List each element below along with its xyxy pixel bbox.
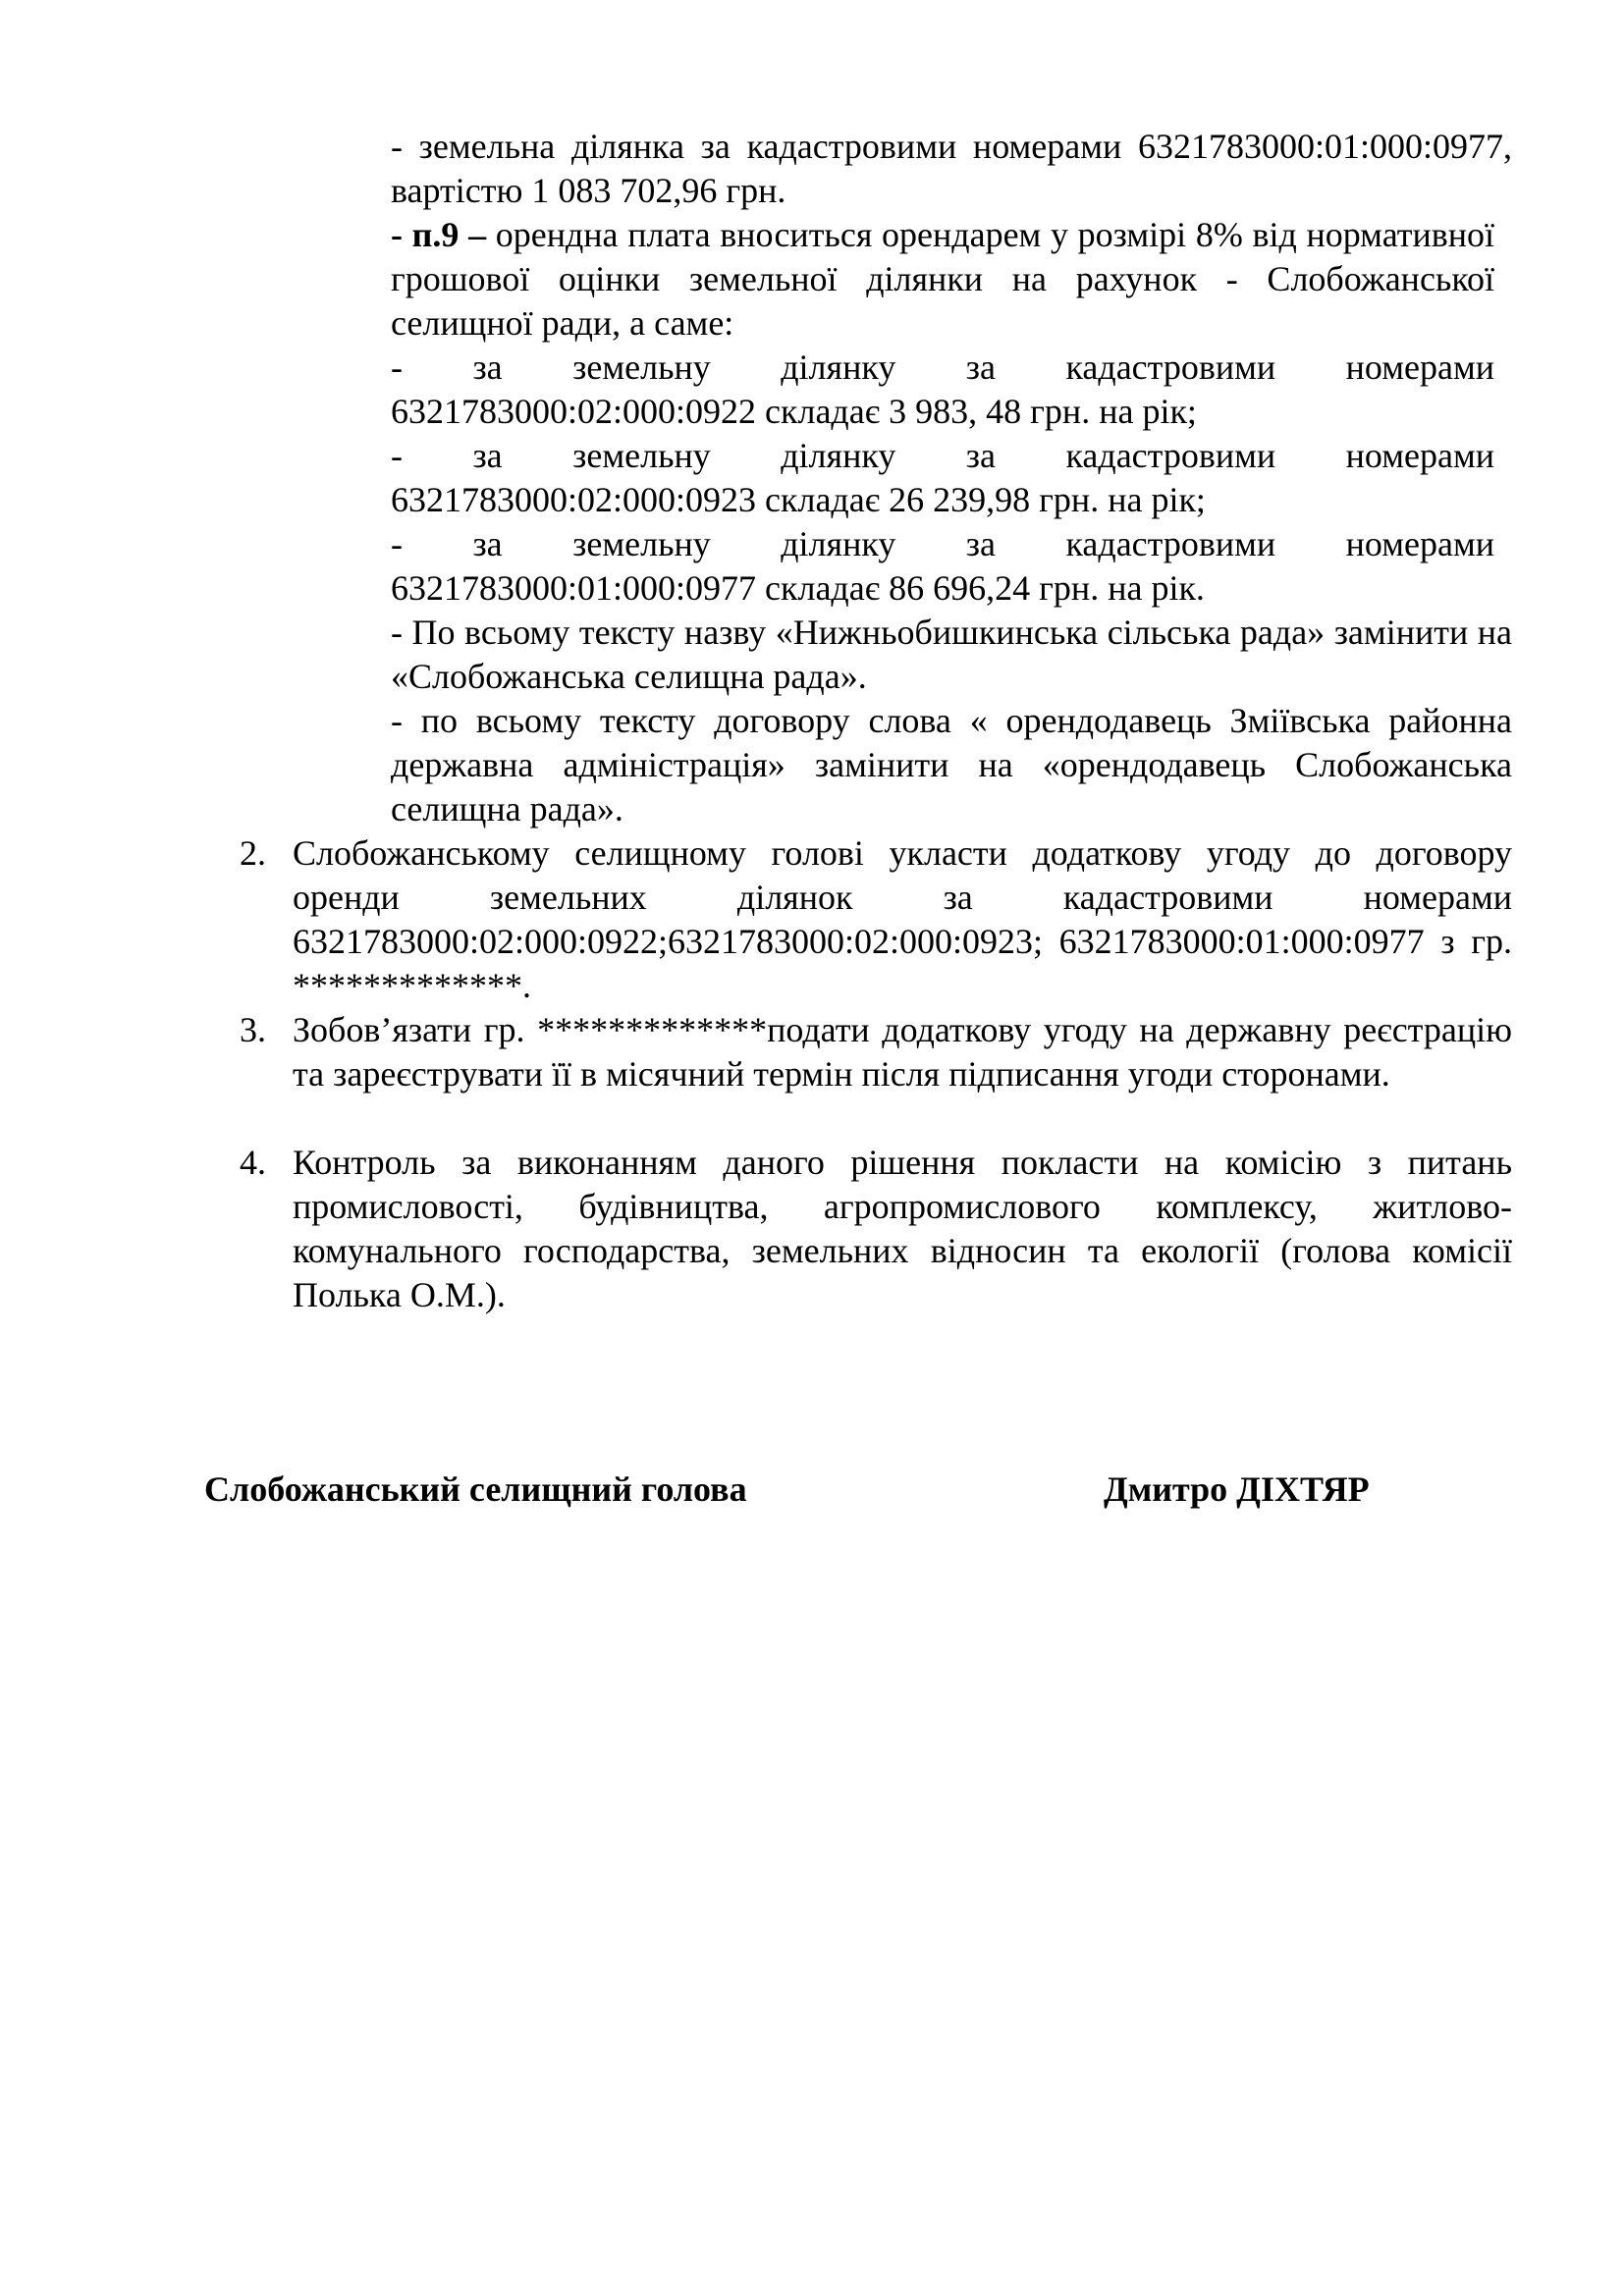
- rent-plot-0923-paragraph: - за земельну ділянку за кадастровими номерами 6321783000:02:000:0923 складає 26 239,98 грн. на рік;: [391, 436, 1494, 519]
- list-item-number: 2.: [240, 833, 266, 873]
- clause-9-paragraph: [391, 213, 1494, 346]
- rename-lessor-paragraph: - по всьому тексту договору слова « орендодавець Зміївська районна державна адміністрація» замінити на «орендодавець Слобожанська селищна рада».: [391, 701, 1512, 828]
- clause-9-prefix: - п: [391, 215, 433, 254]
- signature-position: Слобожанський селищний голова: [204, 1469, 747, 1509]
- list-item-text: Слобожанському селищному голові укласти додаткову угоду до договору оренди земельних ділянок за кадастровими номерами 6321783000:02:000:0922;6321783000:02:000:0923; 6321783000:01:000:0977 з гр. *************.: [293, 833, 1512, 1005]
- list-item-number: 3.: [240, 1010, 266, 1049]
- list-item-text: Контроль за виконанням даного рішення покласти на комісію з питань промисловості, будівництва, агропромислового комплексу, житлово-комунального господарства, земельних відносин та екології (голова комісії Полька О.М.).: [293, 1143, 1512, 1314]
- list-item-number: 4.: [240, 1143, 266, 1182]
- land-plot-0977-value-paragraph: - земельна ділянка за кадастровими номерами 6321783000:01:000:0977, вартістю 1 083 702,96 грн.: [391, 127, 1512, 210]
- clause-9-text: орендна плата вноситься орендарем у розмірі 8% від нормативної грошової оцінки земельної ділянки на рахунок - Слобожанської селищної ради, а саме:: [391, 215, 1495, 343]
- list-item-text: Зобов’язати гр. *************подати додаткову угоду на державну реєстрацію та зареєструвати її в місячний термін після підписання угоди сторонами.: [293, 1010, 1512, 1094]
- clause-9-number: .9: [432, 215, 460, 254]
- clause-9-dash: –: [459, 215, 496, 254]
- signature-name: Дмитро ДІХТЯР: [1104, 1469, 1370, 1509]
- rent-plot-0977-paragraph: - за земельну ділянку за кадастровими номерами 6321783000:01:000:0977 складає 86 696,24 грн. на рік.: [391, 524, 1494, 608]
- rename-council-paragraph: - По всьому тексту назву «Нижньобишкинська сільська рада» замінити на «Слобожанська селищна рада».: [391, 613, 1512, 696]
- rent-plot-0922-paragraph: - за земельну ділянку за кадастровими номерами 6321783000:02:000:0922 складає 3 983, 48 грн. на рік;: [391, 347, 1494, 431]
